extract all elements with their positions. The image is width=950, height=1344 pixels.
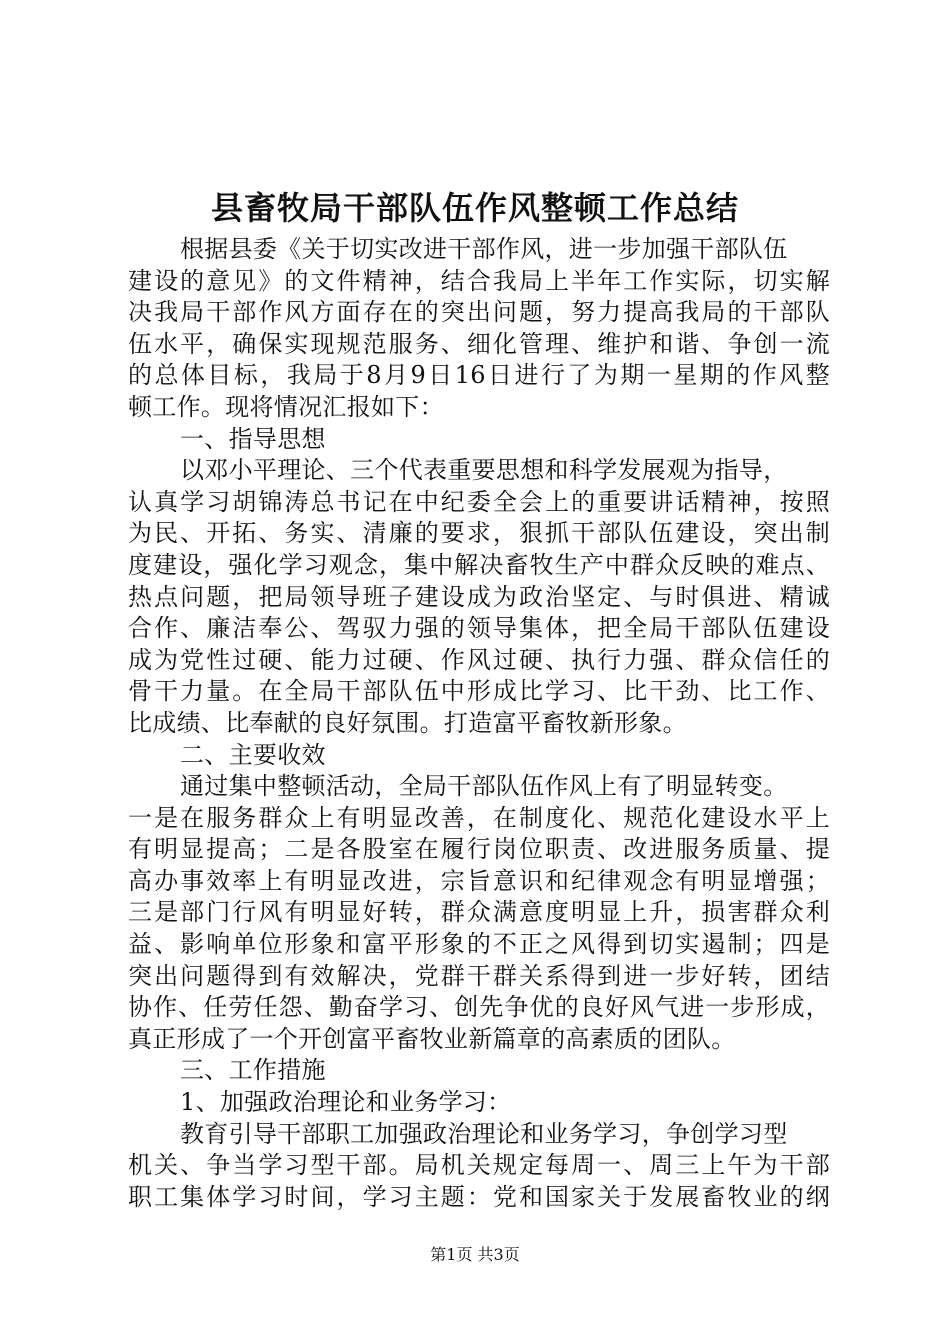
paragraph-line: 决我局干部作风方面存在的突出问题，努力提高我局的干部队: [128, 298, 830, 327]
paragraph-line: 认真学习胡锦涛总书记在中纪委全会上的重要讲话精神，按照: [128, 487, 830, 516]
paragraph-line: 一是在服务群众上有明显改善，在制度化、规范化建设水平上: [128, 803, 830, 832]
paragraph-line: 伍水平，确保实现规范服务、细化管理、维护和谐、争创一流: [128, 329, 830, 358]
paragraph-line: 教育引导干部职工加强政治理论和业务学习，争创学习型: [180, 1119, 788, 1148]
paragraph-line: 为民、开拓、务实、清廉的要求，狠抓干部队伍建设，突出制: [128, 519, 830, 548]
paragraph-line: 益、影响单位形象和富平形象的不正之风得到切实遏制；四是: [128, 930, 830, 959]
paragraph-line: 成为党性过硬、能力过硬、作风过硬、执行力强、群众信任的: [128, 645, 830, 674]
paragraph-line: 协作、任劳任怨、勤奋学习、创先争优的良好风气进一步形成，: [128, 993, 830, 1022]
paragraph-line: 合作、廉洁奉公、驾驭力强的领导集体，把全局干部队伍建设: [128, 614, 830, 643]
paragraph-line: 职工集体学习时间，学习主题：党和国家关于发展畜牧业的纲: [128, 1182, 830, 1211]
paragraph-line: 的总体目标，我局于8月9日16日进行了为期一星期的作风整: [128, 361, 830, 390]
paragraph-line: 有明显提高；二是各股室在履行岗位职责、改进服务质量、提: [128, 835, 830, 864]
section-heading: 二、主要收效: [180, 740, 326, 769]
section-heading: 一、指导思想: [180, 424, 326, 453]
document-body: [128, 234, 830, 1213]
paragraph-line: 骨干力量。在全局干部队伍中形成比学习、比干劲、比工作、: [128, 677, 830, 706]
paragraph-line: 度建设，强化学习观念，集中解决畜牧生产中群众反映的难点、: [128, 550, 830, 579]
paragraph-line: 真正形成了一个开创富平畜牧业新篇章的高素质的团队。: [128, 1024, 736, 1053]
paragraph-line: 高办事效率上有明显改进，宗旨意识和纪律观念有明显增强；: [128, 866, 830, 895]
paragraph-line: 热点问题，把局领导班子建设成为政治坚定、与时俱进、精诚: [128, 582, 830, 611]
paragraph-line: 建设的意见》的文件精神，结合我局上半年工作实际，切实解: [128, 266, 830, 295]
paragraph-line: 以邓小平理论、三个代表重要思想和科学发展观为指导，: [180, 456, 788, 485]
document-title: 县畜牧局干部队伍作风整顿工作总结: [210, 189, 739, 227]
paragraph-line: 顿工作。现将情况汇报如下：: [128, 392, 444, 421]
paragraph-line: 三是部门行风有明显好转，群众满意度明显上升，损害群众利: [128, 898, 830, 927]
section-heading: 三、工作措施: [180, 1056, 326, 1085]
paragraph-line: 根据县委《关于切实改进干部作风，进一步加强干部队伍: [180, 235, 788, 263]
paragraph-line: 比成绩、比奉献的良好氛围。打造富平畜牧新形象。: [128, 708, 687, 737]
page-footer: 第1页 共3页: [430, 1245, 520, 1264]
paragraph-line: 机关、争当学习型干部。局机关规定每周一、周三上午为干部: [128, 1151, 830, 1180]
paragraph-line: 通过集中整顿活动，全局干部队伍作风上有了明显转变。: [180, 772, 788, 801]
subsection-heading: 1、加强政治理论和业务学习：: [180, 1088, 512, 1117]
paragraph-line: 突出问题得到有效解决，党群干群关系得到进一步好转，团结: [128, 961, 830, 990]
